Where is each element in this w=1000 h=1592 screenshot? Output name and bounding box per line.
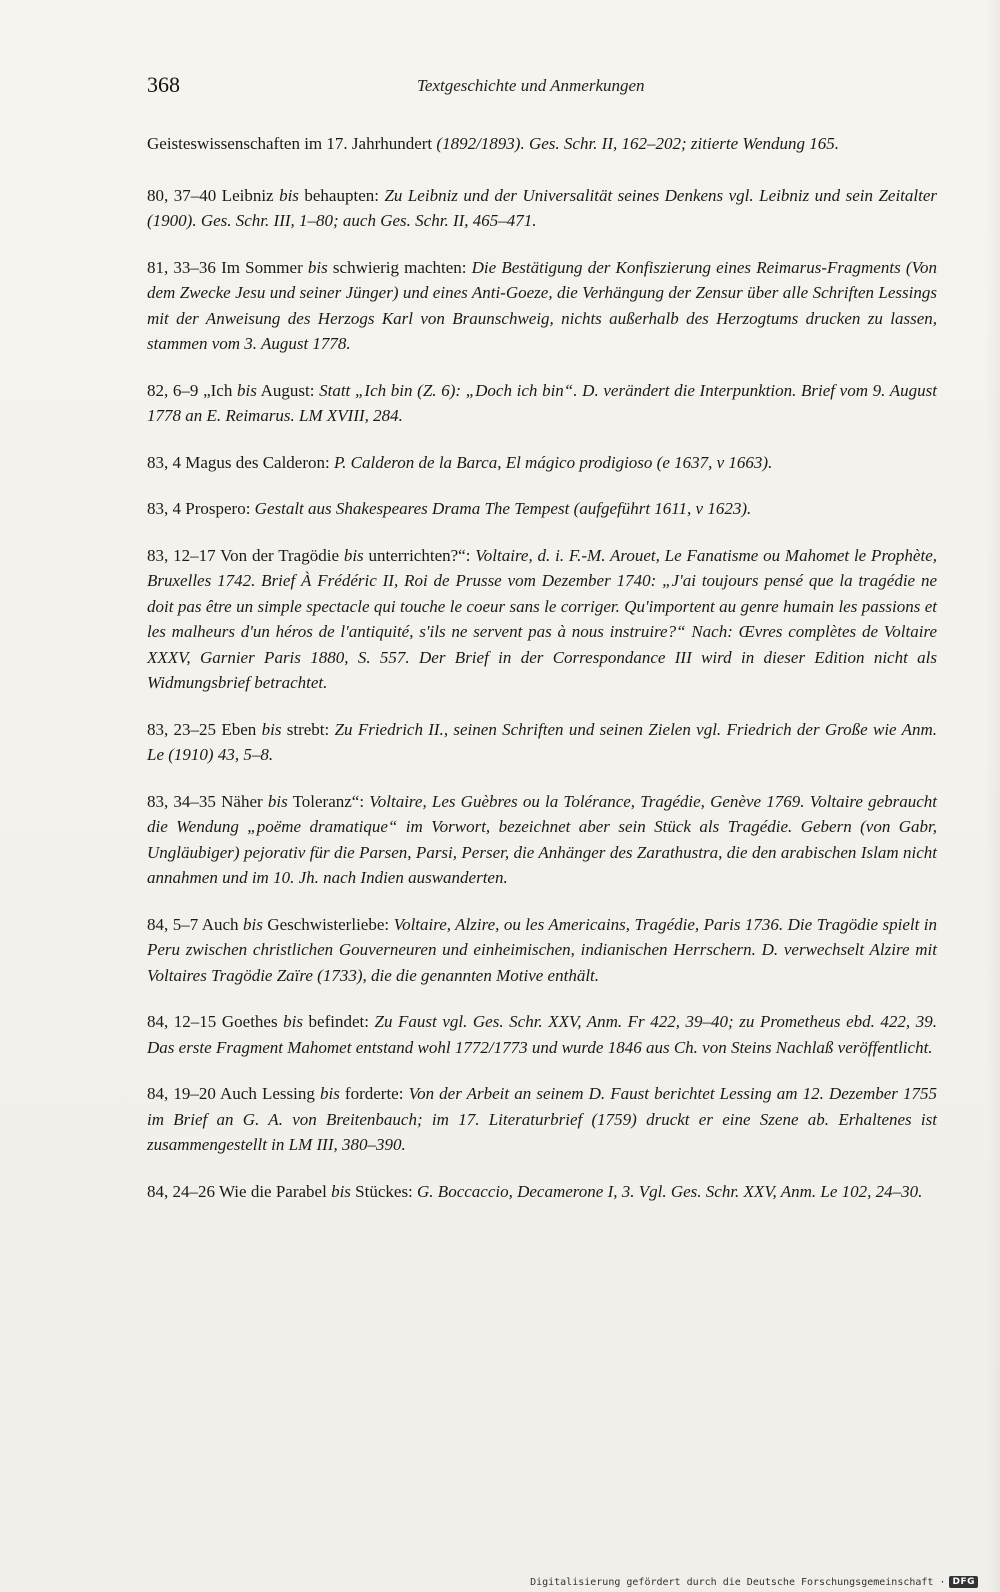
entry-reference: 84, 19–20 — [147, 1084, 216, 1103]
entry-reference: 83, 34–35 — [147, 791, 216, 811]
entry-lemma: Prospero: — [181, 499, 255, 518]
entry-lemma: Von der Tragödie — [215, 545, 344, 565]
entry-note: Von der Arbeit an seinem D. Faust berichtet Lessing am 12. Dezember 1755 im Brief an G. A. von Breitenbauch; im 17. Literaturbrief (1759) druckt er eine Szene ab. Erhaltenes ist zusammengestellt in LM III, 380–390. — [147, 1084, 937, 1154]
entry-lemma-end: forderte: — [339, 1084, 409, 1103]
entry-note: (1892/1893). Ges. Schr. II, 162–202; zitierte Wendung 165. — [432, 134, 840, 153]
annotation-entry — [147, 255, 937, 357]
entry-note: Zu Leibniz und der Universalität seines Denkens vgl. Leibniz und sein Zeitalter (1900). Ges. Schr. III, 1–80; auch Ges. Schr. II, 465–471. — [147, 185, 938, 230]
entry-reference: 84, 12–15 — [147, 1012, 217, 1031]
entry-note: Statt „Ich bin (Z. 6): „Doch ich bin“. D. verändert die Interpunktion. Brief vom 9. August 1778 an E. Reimarus. LM XVIII, 284. — [147, 380, 937, 425]
entry-lemma-end: strebt: — [281, 719, 335, 739]
entry-lemma: Auch Lessing — [215, 1084, 320, 1103]
entry-lemma-end: Stückes: — [350, 1181, 418, 1201]
entry-lemma: Geisteswissenschaften im 17. Jahrhundert — [147, 134, 433, 153]
entry-reference: 81, 33–36 — [147, 257, 216, 277]
entry-note: G. Boccaccio, Decamerone I, 3. Vgl. Ges. Schr. XXV, Anm. Le 102, 24–30. — [417, 1181, 923, 1201]
digitization-footer — [530, 1576, 978, 1588]
entry-note: Die Bestätigung der Konfiszierung eines Reimarus-Fragments (Von dem Zwecke Jesu und seiner Jünger) und eines Anti-Goeze, die Verhängung der Zensur über alle Schriften Lessings mit der Anweisung des Herzogs Karl von Braunschweig, nichts außerhalb des Herzogtums drucken zu lassen, stammen vom 3. August 1778. — [147, 257, 938, 353]
annotation-entry — [147, 131, 937, 157]
entry-reference: 83, 12–17 — [147, 545, 216, 565]
footer-text: Digitalisierung gefördert durch die Deutsche Forschungsgemeinschaft · — [530, 1576, 946, 1588]
entry-bis: bis — [261, 719, 282, 739]
entry-note: Voltaire, Les Guèbres ou la Tolérance, Tragédie, Genève 1769. Voltaire gebraucht die Wendung „poëme dramatique“ im Vorwort, bezeichnet aber sein Stück als Tragédie. Gebern (von Gabr, Ungläubiger) pejorativ für die Parsen, Parsi, Perser, die Anhänger des Zarathustra, die den arabischen Islam nicht annahmen und im 10. Jh. nach Indien auswanderten. — [147, 791, 938, 887]
annotation-entry — [147, 789, 937, 891]
entry-lemma: Näher — [215, 791, 268, 811]
annotation-entry — [147, 183, 937, 234]
annotation-entry — [147, 717, 937, 768]
entry-lemma: Wie die Parabel — [215, 1181, 332, 1201]
running-head: Textgeschichte und Anmerkungen — [417, 76, 645, 95]
annotation-entry — [147, 496, 937, 522]
annotation-entry — [147, 1009, 937, 1060]
entry-bis: bis — [307, 257, 328, 277]
entry-bis: bis — [343, 545, 364, 565]
entry-lemma-end: August: — [256, 380, 320, 400]
annotation-entry — [147, 1179, 937, 1205]
entry-reference: 83, 4 — [147, 499, 181, 518]
annotation-entry — [147, 378, 937, 429]
entry-bis: bis — [331, 1181, 351, 1201]
entry-note: Voltaire, d. i. F.-M. Arouet, Le Fanatisme ou Mahomet le Prophète, Bruxelles 1742. Brief À Frédéric II, Roi de Prusse vom Dezember 1740: „J'ai toujours pensé que la tragédie ne doit pas être un simple spectacle qui touche le coeur sans le corriger. Qu'importent au genre humain les passions et les malheurs d'un héros de l'antiquité, s'ils ne servent pas à nous instruire?“ Nach: Œvres complètes de Voltaire XXXV, Garnier Paris 1880, S. 557. Der Brief in der Correspondance III wird in dieser Edition nicht als Widmungsbrief betrachtet. — [147, 545, 937, 692]
annotation-entry — [147, 543, 937, 696]
page-edge-shadow — [986, 0, 1000, 1592]
entry-lemma: Auch — [198, 914, 244, 934]
entry-lemma-end: behaupten: — [298, 185, 385, 205]
annotation-entry — [147, 450, 937, 476]
entry-lemma-end: Geschwisterliebe: — [262, 914, 394, 934]
entry-lemma-end: Toleranz“: — [287, 791, 370, 811]
entry-lemma: Leibniz — [216, 185, 280, 205]
entry-bis: bis — [267, 791, 288, 811]
dfg-logo-icon: DFG — [949, 1576, 978, 1588]
page-number: 368 — [147, 72, 180, 97]
entry-lemma: Goethes — [216, 1012, 284, 1031]
entry-note: P. Calderon de la Barca, El mágico prodigioso (e 1637, v 1663). — [333, 452, 773, 472]
entry-note: Zu Faust vgl. Ges. Schr. XXV, Anm. Fr 422, 39–40; zu Prometheus ebd. 422, 39. Das erste Fragment Mahomet entstand wohl 1772/1773 und wurde 1846 aus Ch. von Steins Nachlaß veröffentlicht. — [147, 1012, 937, 1057]
entry-lemma-end: unterrichten?“: — [363, 545, 476, 565]
annotation-entry — [147, 912, 937, 989]
entry-lemma-end: schwierig machten: — [327, 257, 472, 277]
entry-reference: 82, 6–9 — [147, 380, 199, 400]
entry-reference: 80, 37–40 — [147, 185, 217, 205]
entry-lemma: Eben — [216, 719, 262, 739]
entry-bis: bis — [243, 914, 263, 934]
entry-lemma: Magus des Calderon: — [181, 452, 334, 472]
entry-reference: 84, 5–7 — [147, 914, 199, 934]
entry-reference: 83, 4 — [147, 452, 181, 472]
entry-note: Voltaire, Alzire, ou les Americains, Tragédie, Paris 1736. Die Tragödie spielt in Peru zwischen christlichen Gouverneuren und einheimischen, indianischen Herrschern. D. verwechselt Alzire mit Voltaires Tragödie Zaïre (1733), die die genannten Motive enthält. — [147, 914, 937, 985]
entry-lemma: Im Sommer — [215, 257, 308, 277]
entry-bis: bis — [283, 1012, 303, 1031]
annotation-entry — [147, 1081, 937, 1158]
entry-reference: 84, 24–26 — [147, 1181, 215, 1201]
entry-reference: 83, 23–25 — [147, 719, 217, 739]
page-header — [147, 72, 937, 102]
entry-lemma-end: befindet: — [302, 1012, 375, 1031]
entry-bis: bis — [319, 1084, 340, 1103]
entry-lemma: „Ich — [198, 380, 238, 400]
entry-bis: bis — [237, 380, 257, 400]
entry-note: Zu Friedrich II., seinen Schriften und seinen Zielen vgl. Friedrich der Große wie Anm. Le (1910) 43, 5–8. — [147, 719, 938, 764]
entry-bis: bis — [279, 185, 299, 205]
entry-note: Gestalt aus Shakespeares Drama The Tempest (aufgeführt 1611, v 1623). — [254, 499, 752, 518]
annotations-body — [147, 131, 937, 1225]
